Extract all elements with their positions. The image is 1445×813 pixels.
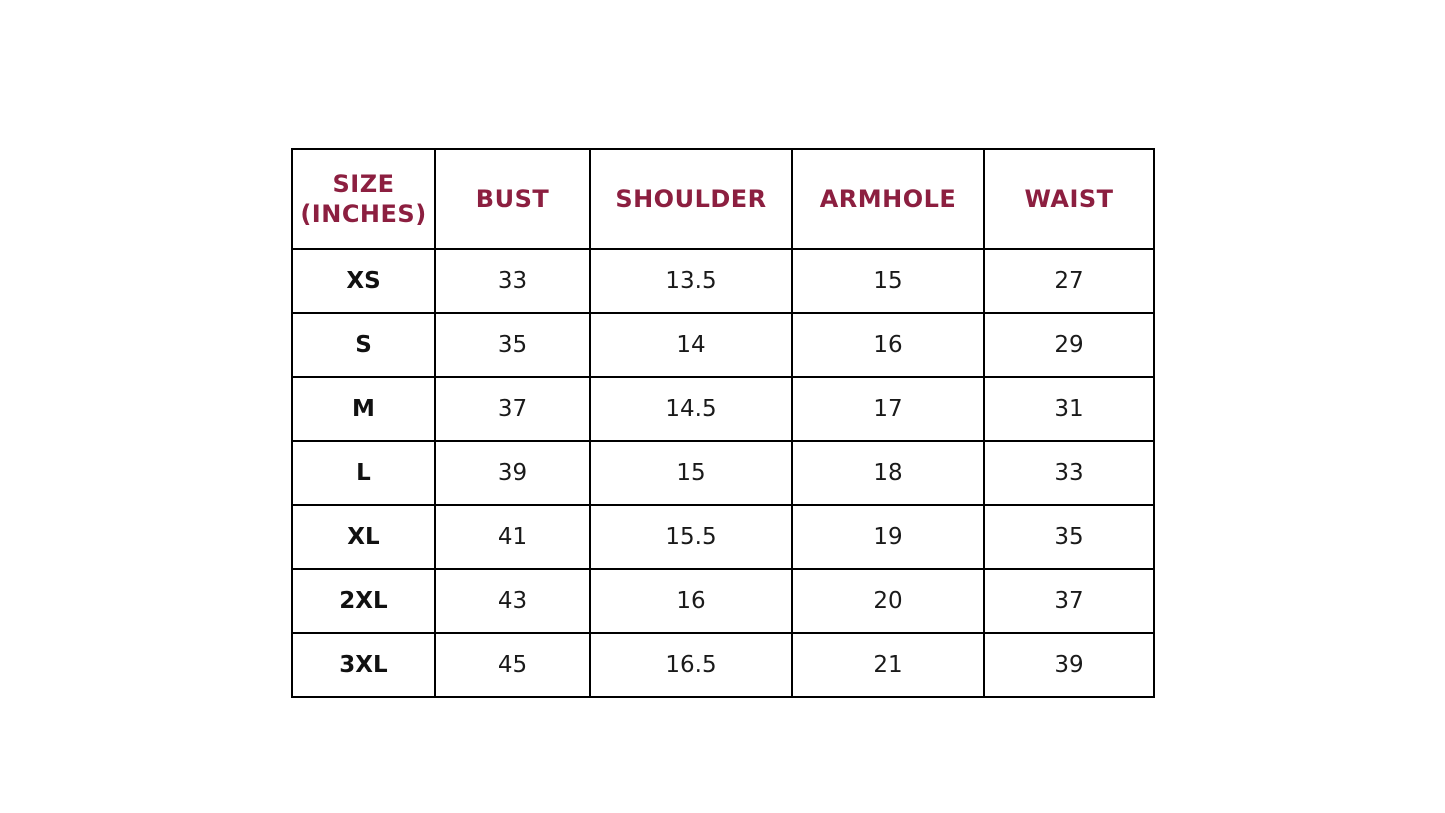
column-header-shoulder: SHOULDER: [590, 149, 792, 249]
table-row: [292, 377, 1154, 441]
cell-shoulder: 13.5: [590, 249, 792, 313]
cell-size: 3XL: [292, 633, 435, 697]
cell-size: L: [292, 441, 435, 505]
cell-waist: 39: [984, 633, 1154, 697]
table-row: [292, 313, 1154, 377]
cell-waist: 35: [984, 505, 1154, 569]
cell-armhole: 19: [792, 505, 984, 569]
cell-armhole: 15: [792, 249, 984, 313]
table-row: [292, 441, 1154, 505]
cell-size: S: [292, 313, 435, 377]
cell-size: XL: [292, 505, 435, 569]
cell-armhole: 17: [792, 377, 984, 441]
cell-armhole: 20: [792, 569, 984, 633]
column-header-waist: WAIST: [984, 149, 1154, 249]
cell-shoulder: 15.5: [590, 505, 792, 569]
column-header-bust: BUST: [435, 149, 590, 249]
table-header-row: [292, 149, 1154, 249]
cell-shoulder: 15: [590, 441, 792, 505]
cell-waist: 29: [984, 313, 1154, 377]
column-header-size: [292, 149, 435, 249]
cell-shoulder: 16: [590, 569, 792, 633]
cell-bust: 45: [435, 633, 590, 697]
table-body: [292, 249, 1154, 697]
size-chart-container: [291, 148, 1153, 698]
cell-bust: 41: [435, 505, 590, 569]
cell-bust: 39: [435, 441, 590, 505]
cell-armhole: 18: [792, 441, 984, 505]
table-row: [292, 505, 1154, 569]
table-row: [292, 633, 1154, 697]
table-row: [292, 569, 1154, 633]
column-header-size-line1: SIZE: [332, 170, 395, 198]
table-header: [292, 149, 1154, 249]
size-chart-table: [291, 148, 1155, 698]
cell-bust: 43: [435, 569, 590, 633]
column-header-armhole: ARMHOLE: [792, 149, 984, 249]
cell-shoulder: 14.5: [590, 377, 792, 441]
cell-waist: 33: [984, 441, 1154, 505]
cell-waist: 37: [984, 569, 1154, 633]
cell-size: M: [292, 377, 435, 441]
cell-bust: 37: [435, 377, 590, 441]
cell-shoulder: 14: [590, 313, 792, 377]
cell-armhole: 21: [792, 633, 984, 697]
cell-armhole: 16: [792, 313, 984, 377]
cell-waist: 27: [984, 249, 1154, 313]
cell-bust: 35: [435, 313, 590, 377]
cell-size: 2XL: [292, 569, 435, 633]
cell-shoulder: 16.5: [590, 633, 792, 697]
cell-size: XS: [292, 249, 435, 313]
table-row: [292, 249, 1154, 313]
column-header-size-line2: (INCHES): [300, 200, 427, 228]
cell-bust: 33: [435, 249, 590, 313]
cell-waist: 31: [984, 377, 1154, 441]
